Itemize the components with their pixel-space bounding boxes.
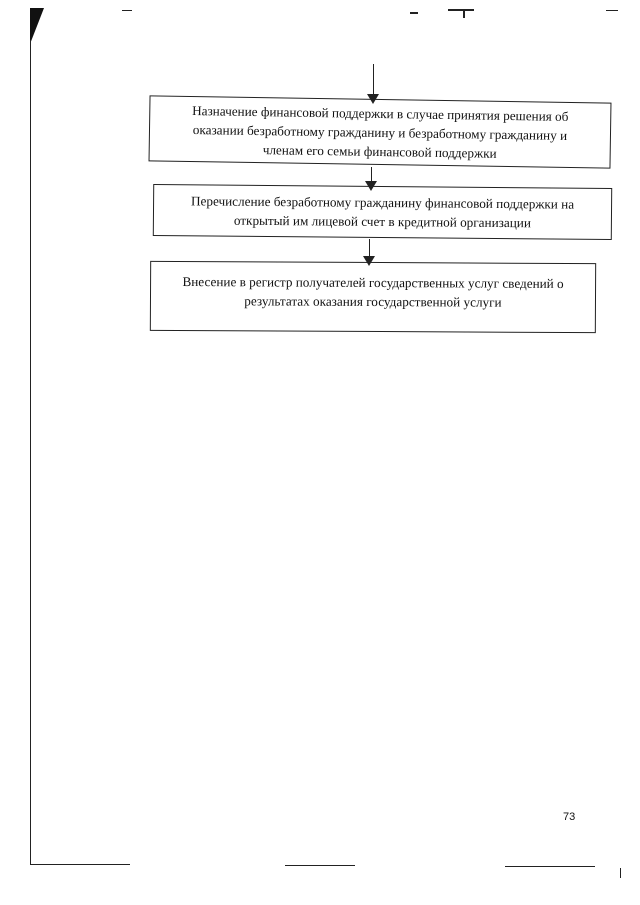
top-mark [463, 11, 465, 18]
flow-arrow-step-2-to-3 [363, 239, 377, 264]
flow-step-financial-support-assignment [149, 95, 612, 168]
flow-step-registry-entry [150, 261, 596, 333]
flow-step-text-line: оказании безработному гражданину и безработному гражданину и [192, 121, 568, 143]
right-edge-mark [620, 868, 621, 878]
left-margin-line [30, 40, 31, 865]
bottom-margin-line [30, 864, 130, 865]
flow-step-text-line: открытый им лицевой счет в кредитной организации [233, 212, 531, 231]
top-mark [448, 9, 474, 11]
top-mark [122, 10, 132, 11]
flow-step-text-line: Назначение финансовой поддержки в случае принятия решения об [192, 102, 569, 124]
page-number: 73 [563, 811, 576, 823]
flow-step-text-line: результатах оказания государственной услуги [244, 293, 502, 310]
flow-step-text-line: Перечисление безработному гражданину финансовой поддержки на [190, 193, 575, 212]
top-mark [606, 10, 618, 11]
bottom-margin-line [285, 865, 355, 866]
flow-step-text-line: Внесение в регистр получателей государственных услуг сведений о [182, 274, 564, 291]
scan-corner-mark [30, 8, 44, 44]
flow-step-transfer-to-account [153, 184, 612, 240]
flow-arrow-into-step-1 [367, 64, 381, 102]
flow-step-text-line: членам его семьи финансовой поддержки [262, 141, 497, 161]
top-mark [410, 12, 418, 14]
bottom-margin-line [505, 866, 595, 867]
